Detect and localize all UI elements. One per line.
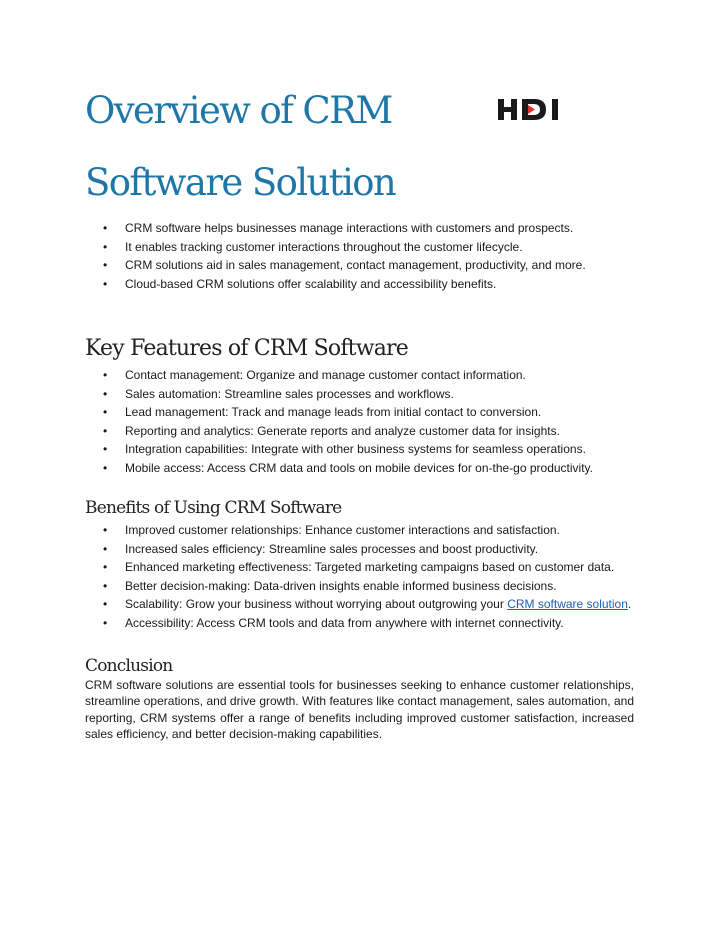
bullet-icon: • bbox=[103, 597, 108, 612]
intro-section bbox=[85, 219, 645, 293]
list-item bbox=[85, 385, 645, 404]
list-item bbox=[85, 238, 645, 257]
list-item bbox=[85, 540, 645, 559]
bullet-icon: • bbox=[103, 442, 108, 457]
crm-software-solution-link[interactable]: CRM software solution bbox=[507, 597, 628, 612]
list-item-text: Better decision-making: Data-driven insights enable informed business decisions. bbox=[125, 578, 557, 593]
list-item-text: Reporting and analytics: Generate reports and analyze customer data for insights. bbox=[125, 423, 560, 438]
bullet-icon: • bbox=[103, 523, 108, 537]
list-item-text: Cloud-based CRM solutions offer scalability and accessibility benefits. bbox=[125, 276, 497, 291]
list-item-text: Enhanced marketing effectiveness: Targeted marketing campaigns based on customer data. bbox=[125, 560, 615, 575]
list-item bbox=[85, 577, 645, 596]
page-title bbox=[85, 89, 396, 204]
conclusion-heading: Conclusion bbox=[85, 656, 173, 676]
list-item bbox=[85, 256, 645, 275]
page-title-line-2: Software Solution bbox=[85, 161, 396, 204]
list-item bbox=[85, 595, 645, 614]
benefits-section bbox=[85, 497, 645, 633]
list-item bbox=[85, 440, 645, 459]
conclusion-section bbox=[85, 655, 645, 743]
list-item-text: Increased sales efficiency: Streamline sales processes and boost productivity. bbox=[125, 541, 539, 556]
list-item bbox=[85, 459, 645, 478]
list-item-text: CRM solutions aid in sales management, contact management, productivity, and more. bbox=[125, 258, 586, 273]
list-item-text: Integration capabilities: Integrate with other business systems for seamless operations. bbox=[125, 442, 586, 457]
list-item bbox=[85, 219, 645, 238]
scalability-suffix: . bbox=[627, 597, 632, 612]
list-item bbox=[85, 366, 645, 385]
list-item bbox=[85, 275, 645, 294]
bullet-icon: • bbox=[103, 615, 108, 630]
list-item bbox=[85, 521, 645, 540]
bullet-icon: • bbox=[103, 276, 108, 291]
bullet-icon: • bbox=[103, 405, 108, 420]
list-item-text: Accessibility: Access CRM tools and data from anywhere with internet connectivity. bbox=[125, 615, 564, 630]
bullet-icon: • bbox=[103, 368, 108, 382]
benefits-list bbox=[85, 521, 645, 633]
list-item-text: It enables tracking customer interactions throughout the customer lifecycle. bbox=[125, 239, 523, 254]
bullet-icon: • bbox=[103, 239, 108, 254]
hdi-logo bbox=[498, 97, 574, 123]
list-item bbox=[85, 614, 645, 633]
bullet-icon: • bbox=[103, 221, 108, 235]
bullet-icon: • bbox=[103, 560, 108, 575]
bullet-icon: • bbox=[103, 423, 108, 438]
bullet-icon: • bbox=[103, 460, 108, 475]
scalability-text: Scalability: Grow your business without worrying about outgrowing your bbox=[125, 597, 508, 612]
features-list bbox=[85, 366, 645, 478]
list-item-text: Improved customer relationships: Enhance customer interactions and satisfaction. bbox=[125, 523, 560, 537]
conclusion-paragraph: CRM software solutions are essential tools for businesses seeking to enhance customer relationships, streamline operations, and drive growth. With features like contact management, sales automation, and reporting, CRM systems offer a range of benefits including improved customer satisfaction, increased sales efficiency, and better decision-making capabilities. bbox=[85, 678, 634, 742]
list-item bbox=[85, 558, 645, 577]
bullet-icon: • bbox=[103, 258, 108, 273]
list-item-text: Mobile access: Access CRM data and tools on mobile devices for on-the-go productivity. bbox=[125, 460, 593, 475]
hdi-logo-mark bbox=[498, 97, 574, 123]
features-heading: Key Features of CRM Software bbox=[85, 336, 408, 361]
list-item-text: Lead management: Track and manage leads from initial contact to conversion. bbox=[125, 405, 542, 420]
list-item-text: Sales automation: Streamline sales processes and workflows. bbox=[125, 386, 454, 401]
list-item-text: Contact management: Organize and manage customer contact information. bbox=[125, 368, 526, 382]
list-item-text: CRM software helps businesses manage interactions with customers and prospects. bbox=[125, 221, 574, 235]
intro-list bbox=[85, 219, 645, 293]
list-item bbox=[85, 403, 645, 422]
page-title-line-1: Overview of CRM bbox=[85, 89, 392, 132]
bullet-icon: • bbox=[103, 578, 108, 593]
list-item bbox=[85, 422, 645, 441]
benefits-heading: Benefits of Using CRM Software bbox=[85, 498, 342, 518]
features-section bbox=[85, 336, 645, 478]
bullet-icon: • bbox=[103, 541, 108, 556]
bullet-icon: • bbox=[103, 386, 108, 401]
